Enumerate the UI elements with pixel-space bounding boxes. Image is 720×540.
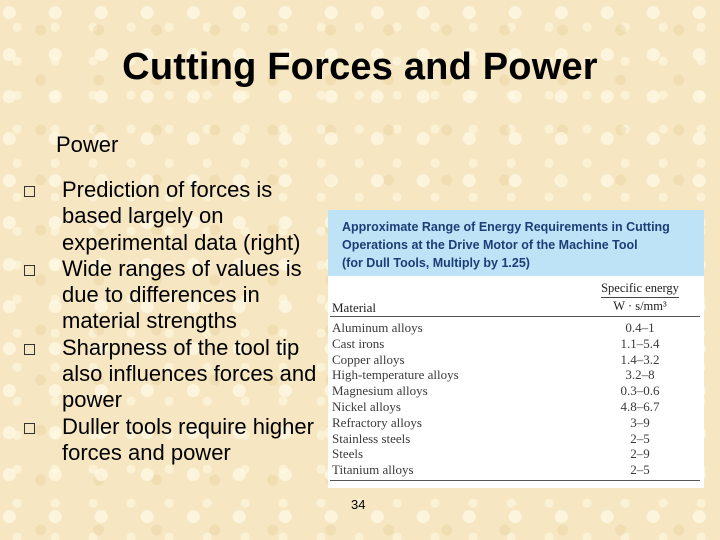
table-row bbox=[328, 352, 704, 368]
material-cell: Copper alloys bbox=[332, 351, 405, 367]
material-cell: Steels bbox=[332, 446, 364, 462]
table-row bbox=[328, 320, 704, 336]
table-caption-band bbox=[328, 210, 704, 276]
table-row bbox=[328, 383, 704, 399]
bullet-item bbox=[22, 335, 332, 414]
specific-energy-unit: W · s/mm³ bbox=[613, 299, 667, 313]
square-bullet-icon bbox=[24, 344, 35, 355]
square-bullet-icon bbox=[24, 186, 35, 197]
material-cell: Magnesium alloys bbox=[332, 383, 428, 399]
square-bullet-icon bbox=[24, 265, 35, 276]
bullet-text: Prediction of forces is based largely on experimental data (right) bbox=[62, 177, 301, 255]
bullet-list bbox=[22, 177, 332, 466]
energy-cell: 2–9 bbox=[630, 446, 650, 462]
footer-rule bbox=[330, 480, 700, 481]
bullet-text: Duller tools require higher forces and power bbox=[62, 413, 314, 465]
caption-line: (for Dull Tools, Multiply by 1.25) bbox=[342, 256, 530, 270]
energy-cell: 1.1–5.4 bbox=[620, 335, 660, 351]
material-cell: Cast irons bbox=[332, 335, 385, 351]
energy-cell: 4.8–6.7 bbox=[620, 398, 660, 414]
energy-table-figure bbox=[328, 210, 704, 488]
table-body bbox=[328, 320, 704, 478]
header-rule bbox=[330, 316, 700, 317]
page-number: 34 bbox=[351, 497, 366, 512]
table-caption bbox=[342, 218, 698, 272]
material-cell: Aluminum alloys bbox=[332, 320, 423, 335]
caption-line: Operations at the Drive Motor of the Machine Tool bbox=[342, 238, 638, 252]
bullet-item bbox=[22, 177, 332, 256]
table-row bbox=[328, 415, 704, 431]
material-cell: Stainless steels bbox=[332, 430, 411, 446]
table-row bbox=[328, 399, 704, 415]
material-header: Material bbox=[332, 300, 377, 315]
caption-line: Approximate Range of Energy Requirements in Cutting bbox=[342, 220, 670, 234]
material-cell: Nickel alloys bbox=[332, 398, 401, 414]
specific-energy-header bbox=[580, 280, 700, 314]
bullet-text: Wide ranges of values is due to differences in material strengths bbox=[62, 255, 302, 334]
table-row bbox=[328, 367, 704, 383]
bullet-text: Sharpness of the tool tip also influences forces and power bbox=[62, 334, 317, 413]
table-row bbox=[328, 446, 704, 462]
bullet-item bbox=[22, 414, 332, 467]
section-heading: Power bbox=[56, 132, 119, 157]
energy-cell: 0.4–1 bbox=[625, 320, 655, 335]
energy-cell: 2–5 bbox=[630, 462, 650, 478]
table-row bbox=[328, 431, 704, 447]
energy-cell: 0.3–0.6 bbox=[620, 383, 660, 399]
square-bullet-icon bbox=[24, 423, 35, 434]
table-row bbox=[328, 462, 704, 478]
energy-cell: 3–9 bbox=[630, 414, 650, 430]
table-row bbox=[328, 336, 704, 352]
material-cell: Refractory alloys bbox=[332, 414, 422, 430]
material-cell: High-temperature alloys bbox=[332, 367, 459, 383]
energy-cell: 2–5 bbox=[630, 430, 650, 446]
material-cell: Titanium alloys bbox=[332, 462, 414, 478]
slide-title: Cutting Forces and Power bbox=[122, 46, 598, 88]
bullet-item bbox=[22, 256, 332, 335]
specific-energy-label: Specific energy bbox=[601, 280, 679, 298]
energy-cell: 3.2–8 bbox=[625, 367, 655, 383]
energy-cell: 1.4–3.2 bbox=[620, 351, 660, 367]
